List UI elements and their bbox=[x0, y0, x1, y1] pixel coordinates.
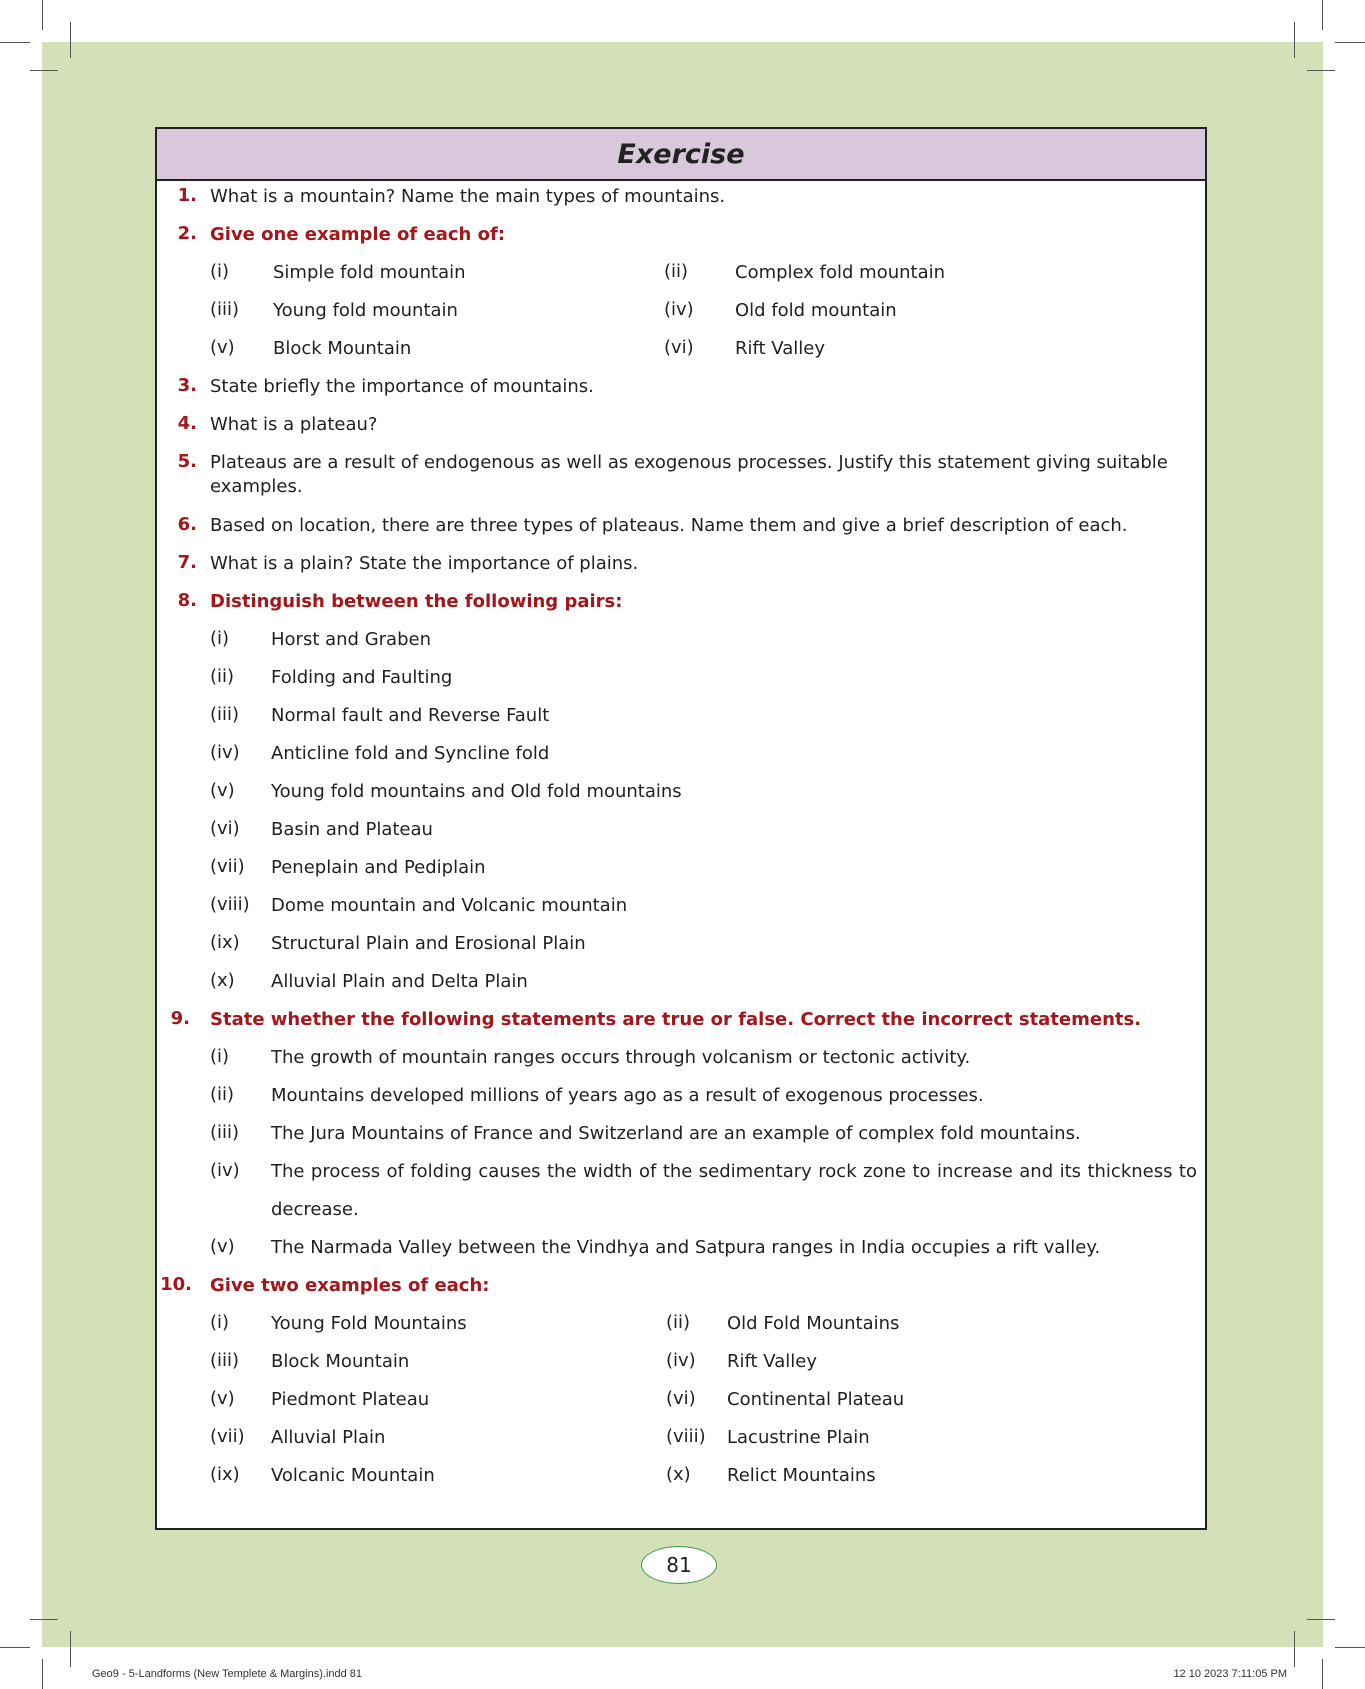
item-roman: (ii) bbox=[666, 1312, 691, 1333]
item-text: Alluvial Plain bbox=[271, 1427, 386, 1448]
item-text: Old Fold Mountains bbox=[727, 1313, 900, 1334]
crop-mark bbox=[1307, 1619, 1335, 1620]
item-roman: (v) bbox=[210, 1388, 235, 1409]
slug-filename: Geo9 - 5-Landforms (New Templete & Margins).indd 81 bbox=[92, 1668, 363, 1680]
question-text: Plateaus are a result of endogenous as well as exogenous processes. Justify this statement giving suitable examples. bbox=[210, 452, 1168, 497]
crop-mark bbox=[1322, 0, 1323, 30]
item-roman: (v) bbox=[210, 1236, 235, 1257]
question-number: 9. bbox=[170, 1008, 190, 1029]
item-text: The Jura Mountains of France and Switzerland are an example of complex fold mountains. bbox=[271, 1123, 1081, 1144]
question-number: 2. bbox=[177, 223, 197, 244]
item-text: Lacustrine Plain bbox=[727, 1427, 870, 1448]
question-text: What is a plain? State the importance of plains. bbox=[210, 553, 639, 574]
item-text: The process of folding causes the width of the sedimentary rock zone to increase and its thickness to decrease. bbox=[271, 1161, 1197, 1220]
item-text: Horst and Graben bbox=[271, 629, 431, 650]
item-roman: (iv) bbox=[210, 742, 240, 763]
question-text: Distinguish between the following pairs: bbox=[210, 591, 623, 612]
item-text: Young fold mountain bbox=[273, 300, 458, 321]
item-roman: (iii) bbox=[210, 704, 240, 725]
item-text: Peneplain and Pediplain bbox=[271, 857, 486, 878]
question-text: Give two examples of each: bbox=[210, 1275, 490, 1296]
item-roman: (ix) bbox=[210, 1464, 240, 1485]
crop-mark bbox=[30, 70, 58, 71]
item-roman: (i) bbox=[210, 628, 230, 649]
item-text: Mountains developed millions of years ago as a result of exogenous processes. bbox=[271, 1085, 984, 1106]
crop-mark bbox=[70, 1631, 71, 1667]
item-text: Simple fold mountain bbox=[273, 262, 466, 283]
item-text: Complex fold mountain bbox=[735, 262, 946, 283]
crop-mark bbox=[1307, 70, 1335, 71]
item-text: Rift Valley bbox=[735, 338, 825, 359]
item-roman: (vi) bbox=[210, 818, 240, 839]
item-roman: (i) bbox=[210, 1046, 230, 1067]
exercise-header bbox=[157, 129, 1205, 181]
crop-mark bbox=[1335, 1647, 1365, 1648]
item-roman: (viii) bbox=[210, 894, 250, 915]
exercise-title: Exercise bbox=[617, 138, 745, 170]
item-text: Anticline fold and Syncline fold bbox=[271, 743, 550, 764]
question-number: 4. bbox=[177, 413, 197, 434]
item-text: The Narmada Valley between the Vindhya and Satpura ranges in India occupies a rift valley. bbox=[271, 1237, 1101, 1258]
question-number: 7. bbox=[177, 552, 197, 573]
question-number: 8. bbox=[177, 590, 197, 611]
item-roman: (vii) bbox=[210, 1426, 245, 1447]
question-number: 6. bbox=[177, 514, 197, 535]
item-text: Normal fault and Reverse Fault bbox=[271, 705, 550, 726]
item-roman: (iv) bbox=[664, 299, 694, 320]
question-text: What is a mountain? Name the main types of mountains. bbox=[210, 186, 726, 207]
item-text: Alluvial Plain and Delta Plain bbox=[271, 971, 528, 992]
item-roman: (i) bbox=[210, 1312, 230, 1333]
crop-mark bbox=[1335, 42, 1365, 43]
question-text: What is a plateau? bbox=[210, 414, 378, 435]
item-roman: (ii) bbox=[210, 1084, 235, 1105]
item-roman: (iii) bbox=[210, 299, 240, 320]
item-roman: (vi) bbox=[664, 337, 694, 358]
item-roman: (ix) bbox=[210, 932, 240, 953]
item-roman: (iii) bbox=[210, 1122, 240, 1143]
question-number: 1. bbox=[177, 185, 197, 206]
item-text: Dome mountain and Volcanic mountain bbox=[271, 895, 628, 916]
crop-mark bbox=[0, 1647, 30, 1648]
item-roman: (iv) bbox=[666, 1350, 696, 1371]
item-roman: (vi) bbox=[666, 1388, 696, 1409]
question-number: 3. bbox=[177, 375, 197, 396]
slug-timestamp: 12 10 2023 7:11:05 PM bbox=[1173, 1668, 1287, 1680]
crop-mark bbox=[42, 0, 43, 30]
question-text: State whether the following statements are true or false. Correct the incorrect statements. bbox=[210, 1009, 1142, 1030]
item-roman: (ii) bbox=[210, 666, 235, 687]
item-roman: (v) bbox=[210, 337, 235, 358]
crop-mark bbox=[1294, 1631, 1295, 1667]
item-text: Young fold mountains and Old fold mountains bbox=[271, 781, 682, 802]
item-text: Structural Plain and Erosional Plain bbox=[271, 933, 586, 954]
question-text: Based on location, there are three types of plateaus. Name them and give a brief description of each. bbox=[210, 515, 1128, 536]
question-number: 5. bbox=[177, 451, 197, 472]
question-text: State briefly the importance of mountains. bbox=[210, 376, 594, 397]
item-roman: (x) bbox=[210, 970, 235, 991]
question-text: Give one example of each of: bbox=[210, 224, 506, 245]
item-text: Continental Plateau bbox=[727, 1389, 905, 1410]
item-text: Rift Valley bbox=[727, 1351, 817, 1372]
crop-mark bbox=[70, 22, 71, 58]
item-text: Block Mountain bbox=[271, 1351, 410, 1372]
item-text: Basin and Plateau bbox=[271, 819, 433, 840]
page-number-text: 81 bbox=[666, 1553, 692, 1577]
item-text: Volcanic Mountain bbox=[271, 1465, 435, 1486]
item-text: Young Fold Mountains bbox=[271, 1313, 467, 1334]
item-roman: (vii) bbox=[210, 856, 245, 877]
item-text: Relict Mountains bbox=[727, 1465, 876, 1486]
item-roman: (x) bbox=[666, 1464, 691, 1485]
item-roman: (ii) bbox=[664, 261, 689, 282]
item-text: Folding and Faulting bbox=[271, 667, 453, 688]
item-roman: (i) bbox=[210, 261, 230, 282]
crop-mark bbox=[0, 42, 30, 43]
item-roman: (viii) bbox=[666, 1426, 706, 1447]
item-text: Block Mountain bbox=[273, 338, 412, 359]
crop-mark bbox=[30, 1619, 58, 1620]
item-roman: (iii) bbox=[210, 1350, 240, 1371]
item-text: Piedmont Plateau bbox=[271, 1389, 430, 1410]
crop-mark bbox=[42, 1659, 43, 1689]
item-text: The growth of mountain ranges occurs through volcanism or tectonic activity. bbox=[271, 1047, 971, 1068]
item-roman: (iv) bbox=[210, 1160, 240, 1181]
page-number bbox=[641, 1546, 717, 1584]
question-number: 10. bbox=[160, 1274, 192, 1295]
item-roman: (v) bbox=[210, 780, 235, 801]
crop-mark bbox=[1322, 1659, 1323, 1689]
item-text: Old fold mountain bbox=[735, 300, 897, 321]
crop-mark bbox=[1294, 22, 1295, 58]
